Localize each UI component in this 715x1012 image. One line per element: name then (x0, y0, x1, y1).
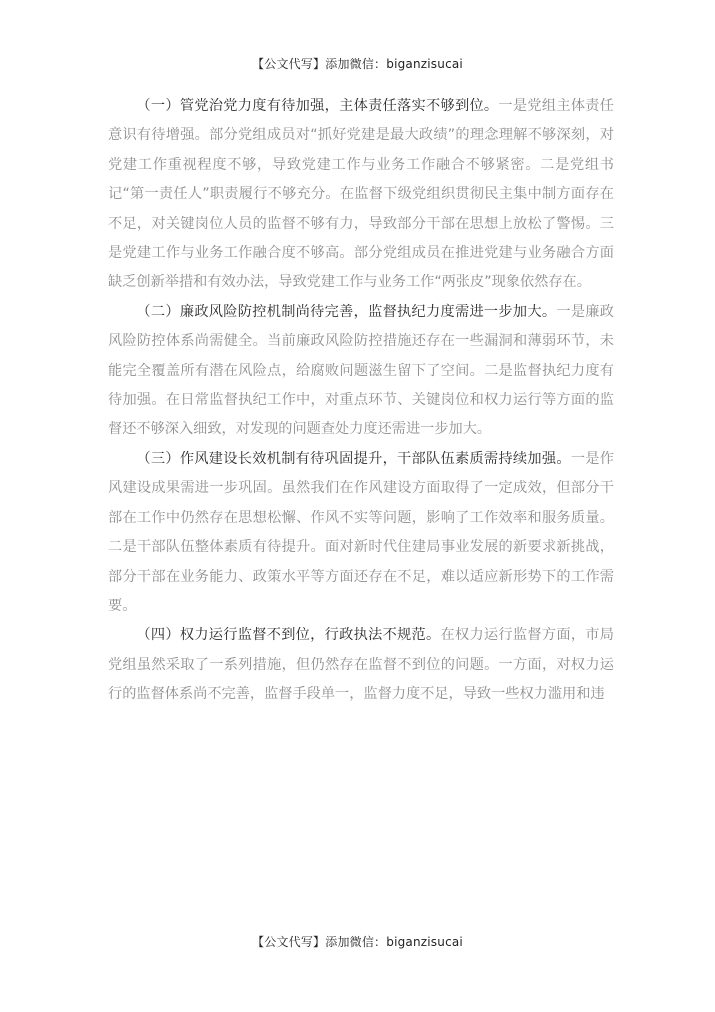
paragraph-4-heading: （四）权力运行监督不到位，行政执法不规范。 (136, 627, 441, 644)
header-watermark: 【公文代写】添加微信：biganzisucai (252, 57, 463, 71)
paragraph-3-heading: （三）作风建设长效机制有待巩固提升，干部队伍素质需持续加强。 (136, 450, 571, 467)
paragraph-3 (108, 445, 614, 621)
paragraph-2-heading: （二）廉政风险防控机制尚待完善，监督执纪力度需进一步加大。 (136, 303, 557, 320)
footer-watermark: 【公文代写】添加微信：biganzisucai (252, 935, 463, 949)
paragraph-1 (108, 92, 614, 298)
paragraph-3-body: 一是作风建设成果需进一步巩固。虽然我们在作风建设方面取得了一定成效，但部分干部在工作中仍然存在思想松懈、作风不实等问题，影响了工作效率和服务质量。二是干部队伍整体素质有待提升。面对新时代住建局事业发展的新要求新挑战，部分干部在业务能力、政策水平等方面还存在不足，难以适应新形势下的工作需要。 (108, 450, 614, 614)
paragraph-2-body: 一是廉政风险防控体系尚需健全。当前廉政风险防控措施还存在一些漏洞和薄弱环节，未能完全覆盖所有潜在风险点，给腐败问题滋生留下了空间。二是监督执纪力度有待加强。在日常监督执纪工作中，对重点环节、关键岗位和权力运行等方面的监督还不够深入细致，对发现的问题查处力度还需进一步加大。 (108, 303, 614, 438)
document-body (108, 92, 614, 710)
paragraph-2 (108, 298, 614, 445)
paragraph-1-body: 一是党组主体责任意识有待增强。部分党组成员对“抓好党建是最大政绩”的理念理解不够深刻，对党建工作重视程度不够，导致党建工作与业务工作融合不够紧密。二是党组书记“第一责任人”职责履行不够充分。在监督下级党组织贯彻民主集中制方面存在不足，对关键岗位人员的监督不够有力，导致部分干部在思想上放松了警惕。三是党建工作与业务工作融合度不够高。部分党组成员在推进党建与业务融合方面缺乏创新举措和有效办法，导致党建工作与业务工作“两张皮”现象依然存在。 (108, 98, 614, 291)
paragraph-4-body: 在权力运行监督方面，市局党组虽然采取了一系列措施，但仍然存在监督不到位的问题。一方面，对权力运行的监督体系尚不完善，监督手段单一，监督力度不足，导致一些权力滥用和违 (108, 627, 614, 703)
paragraph-4 (108, 621, 614, 709)
paragraph-1-heading: （一）管党治党力度有待加强，主体责任落实不够到位。 (136, 98, 499, 114)
